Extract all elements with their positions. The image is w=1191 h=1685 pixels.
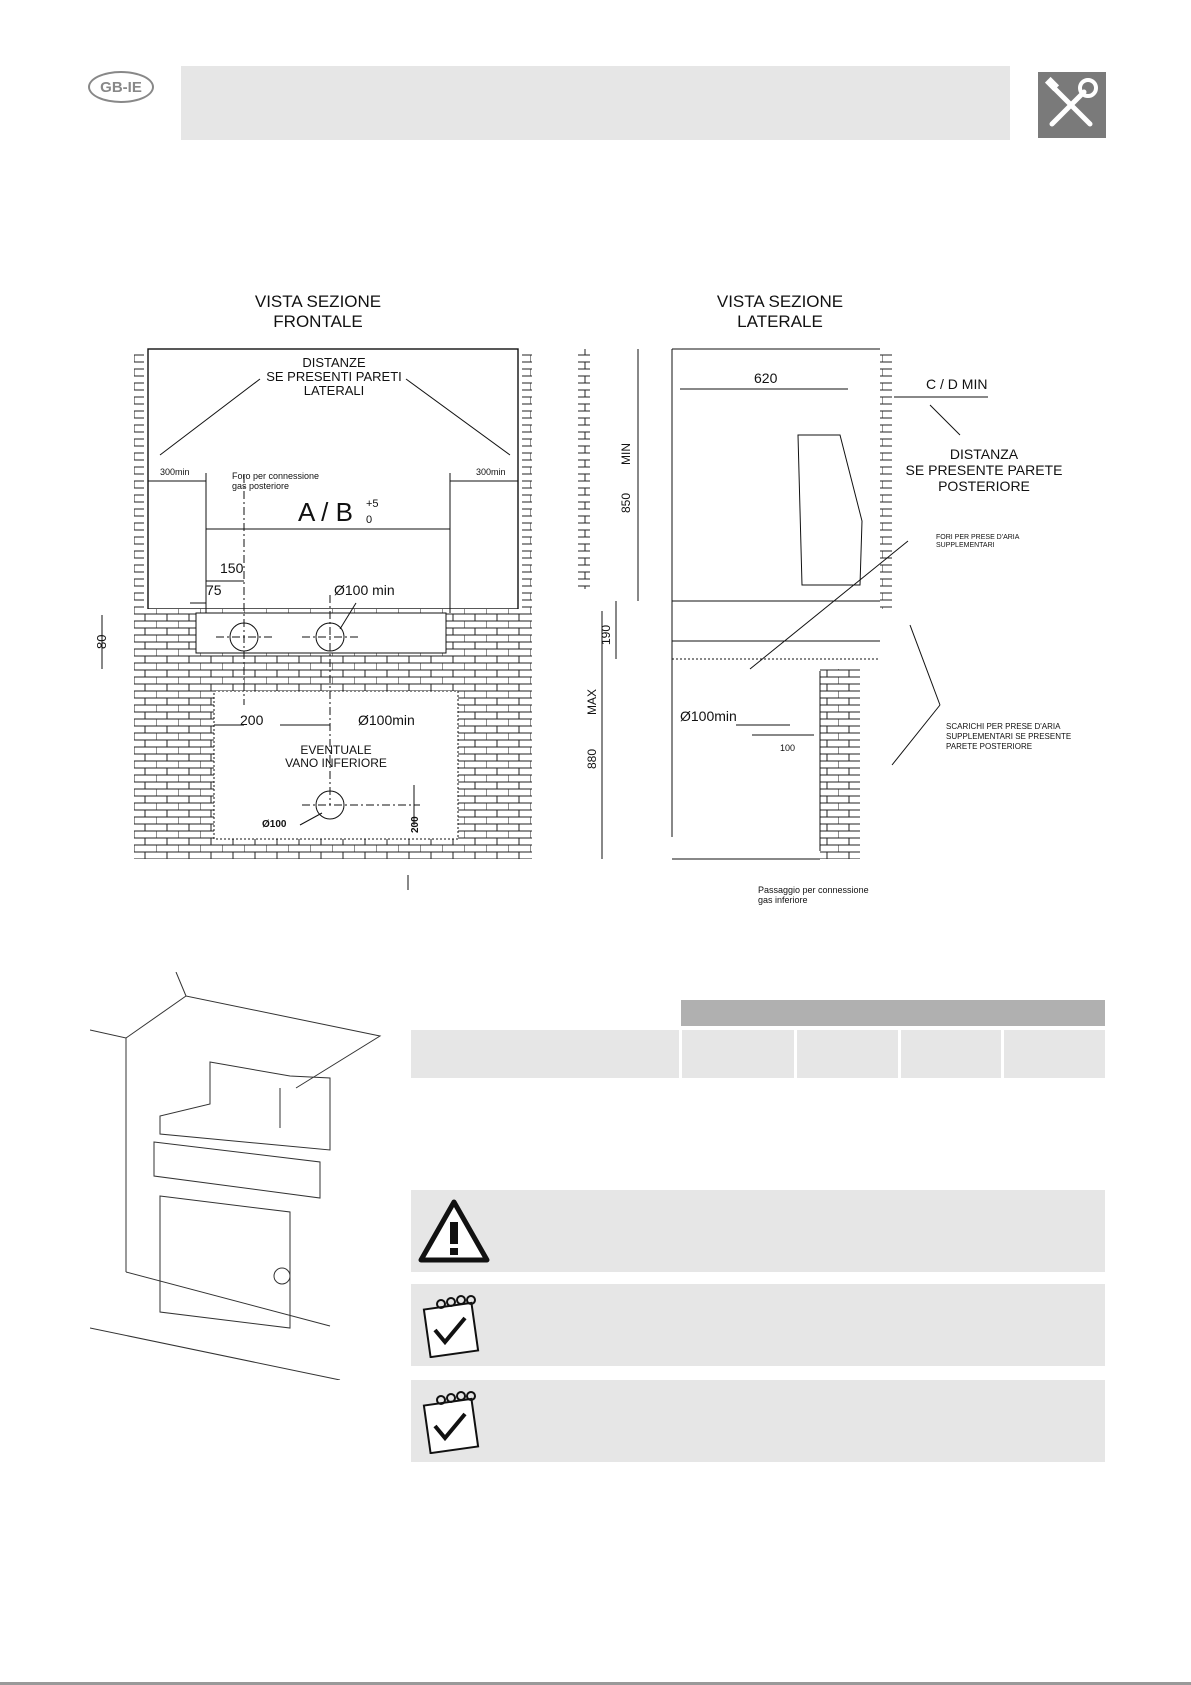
installation-diagram xyxy=(90,285,1120,925)
distanza-1: DISTANZA xyxy=(949,446,1019,462)
dim-80: 80 xyxy=(94,634,109,649)
table-cell-5 xyxy=(1004,1030,1105,1078)
dim-150: 150 xyxy=(220,560,244,576)
hole-top: Ø100 min xyxy=(334,582,395,598)
vano-1: EVENTUALE xyxy=(300,743,372,757)
passaggio-1: Passaggio per connessione xyxy=(758,885,869,895)
fori-1: FORI PER PRESE D'ARIA xyxy=(936,534,1020,541)
min-label: MIN xyxy=(619,443,633,465)
hole-mid: Ø100min xyxy=(358,712,415,728)
badge-label: GB-IE xyxy=(100,78,142,96)
dim-880: 880 xyxy=(585,748,599,769)
notepad-icon xyxy=(417,1292,491,1358)
table-header-bar xyxy=(681,1000,1105,1026)
dim-200-vert: 200 xyxy=(410,816,421,833)
vano-2: VANO INFERIORE xyxy=(285,756,387,770)
scarichi-3: PARETE POSTERIORE xyxy=(946,742,1033,751)
dim-200: 200 xyxy=(240,712,264,728)
side-title-2: LATERALE xyxy=(737,312,823,331)
dim-75: 75 xyxy=(206,582,222,598)
distanza-3: POSTERIORE xyxy=(938,478,1030,494)
dim-190: 190 xyxy=(599,624,613,645)
scarichi-1: SCARICHI PER PRESE D'ARIA xyxy=(946,722,1061,731)
tol-zero: 0 xyxy=(366,514,373,526)
cd-min: C / D MIN xyxy=(926,376,988,392)
distanze-3: LATERALI xyxy=(303,383,365,398)
language-badge xyxy=(88,71,154,103)
ab-label: A / B xyxy=(298,497,353,527)
note-notice-1 xyxy=(411,1284,1105,1366)
dim-850: 850 xyxy=(619,492,633,513)
isometric-sketch xyxy=(90,972,400,1380)
notepad-icon xyxy=(417,1388,491,1454)
warning-notice xyxy=(411,1190,1105,1272)
foro-1: Foro per connessione xyxy=(232,471,320,481)
side-hole: Ø100min xyxy=(680,708,737,724)
front-view xyxy=(94,292,532,890)
table-cell-1 xyxy=(411,1030,679,1078)
warning-icon xyxy=(417,1198,491,1264)
tools-icon xyxy=(1038,72,1106,138)
min-right: 300min xyxy=(476,467,506,477)
header-bar xyxy=(181,66,1010,140)
passaggio-2: gas inferiore xyxy=(758,895,808,905)
dim-100: 100 xyxy=(780,743,796,753)
front-title-1: VISTA SEZIONE xyxy=(254,292,382,311)
dim-620: 620 xyxy=(754,370,778,386)
tol-plus: +5 xyxy=(366,498,379,510)
side-view xyxy=(578,292,1071,905)
distanze-2: SE PRESENTI PARETI xyxy=(266,369,402,384)
table-cell-2 xyxy=(682,1030,794,1078)
foro-2: gas posteriore xyxy=(232,481,290,491)
front-title-2: FRONTALE xyxy=(273,312,363,331)
min-left: 300min xyxy=(160,467,190,477)
table-cell-4 xyxy=(901,1030,1001,1078)
fori-2: SUPPLEMENTARI xyxy=(936,542,995,549)
scarichi-2: SUPPLEMENTARI SE PRESENTE xyxy=(946,732,1072,741)
table-cell-3 xyxy=(797,1030,898,1078)
max-label: MAX xyxy=(585,688,599,715)
distanza-2: SE PRESENTE PARETE xyxy=(905,462,1063,478)
distanze-1: DISTANZE xyxy=(302,355,366,370)
hole-low: Ø100 xyxy=(262,819,287,830)
side-title-1: VISTA SEZIONE xyxy=(716,292,844,311)
note-notice-2 xyxy=(411,1380,1105,1462)
